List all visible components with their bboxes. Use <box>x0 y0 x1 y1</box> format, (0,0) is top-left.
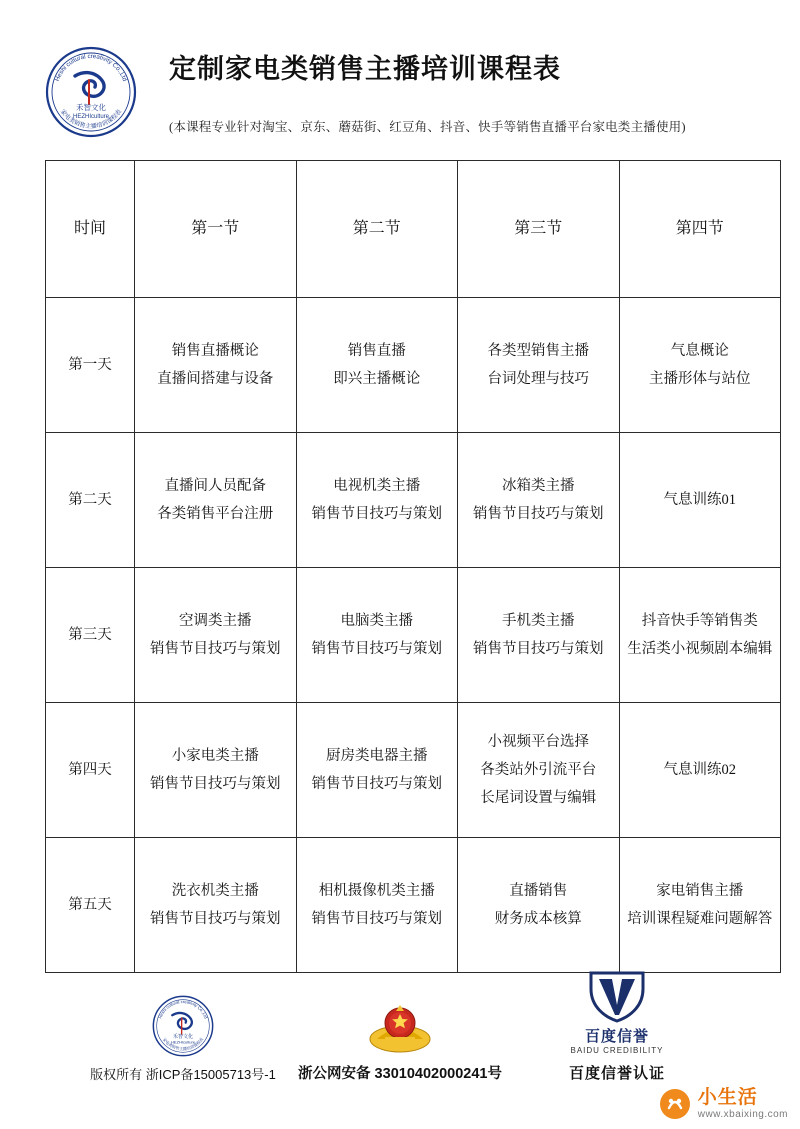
cell-line: 各类销售平台注册 <box>157 506 274 522</box>
cell-line: 销售节目技巧与策划 <box>150 911 281 927</box>
footer-badges <box>0 961 800 1083</box>
column-header-time: 时间 <box>46 161 135 298</box>
table-row <box>46 703 781 838</box>
cell-line: 即兴主播概论 <box>333 371 421 387</box>
cell-line: 销售节目技巧与策划 <box>473 641 604 657</box>
cell-line: 销售节目技巧与策划 <box>150 776 281 792</box>
cell-day2-session3 <box>458 433 620 568</box>
schedule-table-wrapper <box>0 138 800 973</box>
cell-day5-session1 <box>135 838 297 973</box>
svg-text:HEZHIculture: HEZHIculture <box>170 1039 196 1045</box>
table-row <box>46 433 781 568</box>
page-title: 定制家电类销售主播培训课程表 <box>169 54 561 84</box>
course-schedule-table <box>45 160 781 973</box>
cell-day3-session4 <box>619 568 781 703</box>
document-header <box>0 0 800 138</box>
watermark-url: www.xbaixing.com <box>697 1108 788 1120</box>
svg-text:HEZHIculture: HEZHIculture <box>72 114 110 120</box>
cell-line: 电视机类主播 <box>333 477 421 494</box>
xbaixing-logo-icon <box>658 1087 692 1121</box>
svg-text:Heshi cultural creativity Co.,: Heshi cultural creativity Co.,Ltd <box>157 999 209 1020</box>
police-emblem-icon <box>295 991 505 1055</box>
cell-day1-session2 <box>296 298 458 433</box>
cell-day5-session4 <box>619 838 781 973</box>
icp-license-text: 版权所有 浙ICP备15005713号-1 <box>90 1067 276 1082</box>
table-row <box>46 298 781 433</box>
cell-day2-session4 <box>619 433 781 568</box>
cell-day1-session4 <box>619 298 781 433</box>
row-label-day: 第五天 <box>46 838 135 973</box>
column-header-session-2: 第二节 <box>296 161 458 298</box>
svg-text:禾智文化: 禾智文化 <box>76 103 106 112</box>
cell-line: 长尾词设置与编辑 <box>480 790 597 807</box>
svg-text:Heshi cultural creativity Co.,: Heshi cultural creativity Co.,Ltd <box>53 52 129 83</box>
cell-line: 电脑类主播 <box>340 612 413 629</box>
baidu-credibility-label: 百度信誉 <box>584 1028 649 1045</box>
baidu-credibility-icon <box>512 961 722 1025</box>
cell-day3-session1 <box>135 568 297 703</box>
cell-day1-session1 <box>135 298 297 433</box>
cell-line: 主播形体与站位 <box>649 371 751 387</box>
baidu-certification-text: 百度信誉认证 <box>568 1065 665 1082</box>
cell-day2-session1 <box>135 433 297 568</box>
cell-line: 销售直播概论 <box>171 342 259 359</box>
cell-day4-session4 <box>619 703 781 838</box>
table-header <box>46 161 781 298</box>
footer-badge-police <box>295 991 505 1083</box>
cell-line: 销售节目技巧与策划 <box>311 911 442 927</box>
cell-line: 各类型销售主播 <box>487 342 589 359</box>
column-header-session-4: 第四节 <box>619 161 781 298</box>
hezhi-culture-seal-logo <box>45 46 137 138</box>
cell-line: 洗衣机类主播 <box>171 882 259 899</box>
svg-text:禾智文化: 禾智文化 <box>172 1034 194 1041</box>
row-label-day: 第二天 <box>46 433 135 568</box>
cell-line: 家电销售主播 <box>656 882 744 899</box>
row-label-day: 第三天 <box>46 568 135 703</box>
table-row <box>46 568 781 703</box>
watermark-title: 小生活 <box>697 1087 758 1109</box>
cell-line: 厨房类电器主播 <box>326 747 428 764</box>
column-header-session-3: 第三节 <box>458 161 620 298</box>
footer-badge-icp <box>78 993 288 1083</box>
watermark-texts <box>698 1088 788 1120</box>
cell-day4-session2 <box>296 703 458 838</box>
page-subtitle: (本课程专业针对淘宝、京东、蘑菇街、红豆角、抖音、快手等销售直播平台家电类主播使用) <box>169 120 686 135</box>
cell-line: 直播间搭建与设备 <box>157 371 274 387</box>
cell-line: 直播间人员配备 <box>164 477 266 494</box>
cell-day1-session3 <box>458 298 620 433</box>
cell-line: 气息训练02 <box>663 761 736 778</box>
cell-line: 销售节目技巧与策划 <box>311 641 442 657</box>
cell-day5-session3 <box>458 838 620 973</box>
column-header-session-1: 第一节 <box>135 161 297 298</box>
cell-day4-session3 <box>458 703 620 838</box>
hezhi-culture-seal-icon <box>78 993 288 1057</box>
cell-line: 抖音快手等销售类 <box>641 612 758 629</box>
cell-line: 台词处理与技巧 <box>487 371 589 387</box>
cell-line: 销售节目技巧与策划 <box>311 776 442 792</box>
baidu-credibility-sublabel: BAIDU CREDIBILITY <box>570 1046 664 1055</box>
cell-day5-session2 <box>296 838 458 973</box>
cell-line: 手机类主播 <box>502 612 575 629</box>
svg-text:家电类销售主播培训课程表: 家电类销售主播培训课程表 <box>161 1036 205 1052</box>
document-footer <box>0 961 800 1129</box>
cell-line: 各类站外引流平台 <box>480 761 597 778</box>
cell-line: 培训课程疑难问题解答 <box>627 911 773 927</box>
table-body <box>46 298 781 973</box>
cell-day3-session2 <box>296 568 458 703</box>
header-text-block <box>137 40 760 135</box>
cell-line: 销售节目技巧与策划 <box>473 506 604 522</box>
cell-line: 生活类小视频剧本编辑 <box>627 641 773 657</box>
table-row <box>46 838 781 973</box>
cell-line: 财务成本核算 <box>494 911 582 927</box>
cell-line: 相机摄像机类主播 <box>318 882 435 899</box>
cell-day2-session2 <box>296 433 458 568</box>
cell-day4-session1 <box>135 703 297 838</box>
cell-line: 小视频平台选择 <box>487 733 589 750</box>
svg-text:家电类销售主播培训课程表: 家电类销售主播培训课程表 <box>58 108 124 131</box>
cell-line: 冰箱类主播 <box>502 477 575 494</box>
cell-line: 空调类主播 <box>179 612 252 629</box>
cell-line: 小家电类主播 <box>171 747 259 764</box>
footer-badge-baidu <box>512 961 722 1083</box>
row-label-day: 第四天 <box>46 703 135 838</box>
row-label-day: 第一天 <box>46 298 135 433</box>
cell-line: 销售节目技巧与策划 <box>311 506 442 522</box>
cell-line: 气息概论 <box>670 342 729 359</box>
police-registration-text: 浙公网安备 33010402000241号 <box>298 1066 502 1082</box>
cell-line: 销售节目技巧与策划 <box>150 641 281 657</box>
cell-day3-session3 <box>458 568 620 703</box>
cell-line: 直播销售 <box>509 882 568 899</box>
site-watermark <box>658 1087 788 1121</box>
cell-line: 销售直播 <box>347 342 406 359</box>
table-header-row <box>46 161 781 298</box>
cell-line: 气息训练01 <box>663 491 736 508</box>
